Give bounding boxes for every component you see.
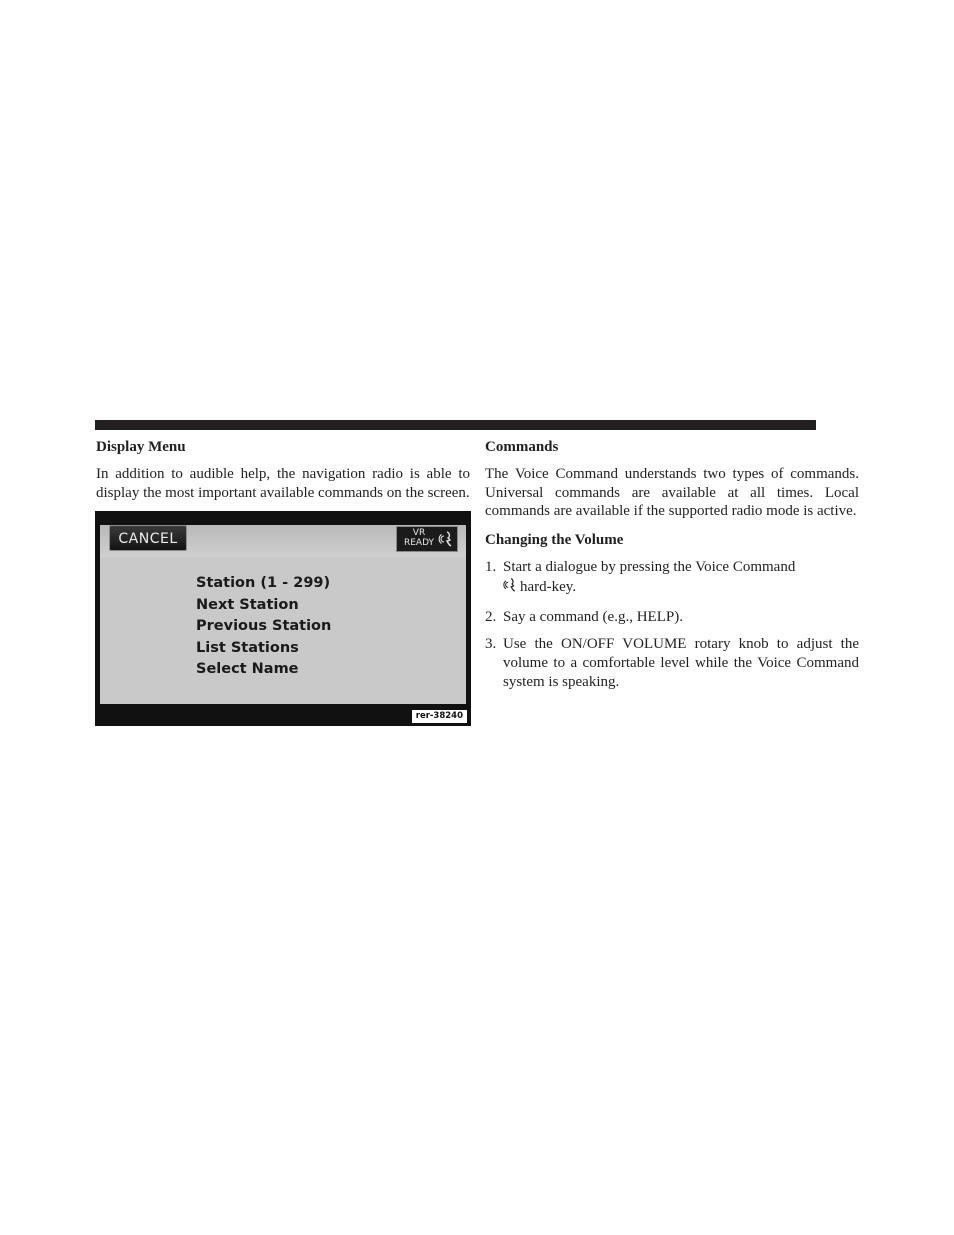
step-item	[485, 558, 859, 598]
step-text-after: hard-key.	[520, 578, 577, 595]
left-column	[96, 437, 470, 726]
step-number: 2.	[485, 608, 497, 625]
step-text: Use the ON/OFF VOLUME rotary knob to adjust the volume to a comfortable level while the Voice Command system is speaking.	[503, 636, 859, 690]
right-column	[485, 437, 859, 700]
voice-command-icon	[503, 577, 517, 599]
step-text: Say a command (e.g., HELP).	[503, 608, 683, 625]
radio-screen-display	[100, 525, 466, 704]
commands-paragraph: The Voice Command understands two types of commands. Universal commands are available at all times. Local commands are available if the supported radio mode is active.	[485, 466, 859, 520]
volume-steps-list	[485, 558, 859, 691]
changing-volume-heading: Changing the Volume	[485, 532, 624, 549]
voice-menu-list	[196, 573, 331, 681]
commands-heading: Commands	[485, 439, 559, 455]
vr-ready-text	[400, 528, 438, 548]
display-menu-heading: Display Menu	[96, 439, 186, 455]
menu-item-previous-station[interactable]: Previous Station	[196, 618, 332, 635]
step-number: 3.	[485, 636, 497, 653]
screen-header-bar	[100, 525, 466, 557]
step-number: 1.	[485, 559, 497, 576]
vr-ready-line-1: VR	[412, 528, 426, 539]
radio-screen-image	[95, 511, 471, 726]
menu-item-next-station[interactable]: Next Station	[196, 596, 299, 613]
display-menu-paragraph: In addition to audible help, the navigation radio is able to display the most important available commands on the screen.	[96, 466, 470, 501]
image-reference-code: rer-38240	[412, 710, 467, 723]
menu-item-station-range[interactable]: Station (1 - 299)	[196, 575, 331, 592]
menu-item-list-stations[interactable]: List Stations	[196, 639, 299, 656]
section-divider-bar	[95, 420, 816, 430]
step-text-before: Start a dialogue by pressing the Voice Command	[503, 559, 796, 576]
step-item	[485, 635, 859, 691]
vr-ready-line-2: READY	[403, 538, 435, 549]
voice-command-icon	[438, 530, 454, 553]
step-item	[485, 608, 859, 627]
menu-item-select-name[interactable]: Select Name	[196, 661, 299, 678]
vr-ready-badge	[396, 526, 458, 552]
cancel-button[interactable]: CANCEL	[109, 525, 187, 551]
